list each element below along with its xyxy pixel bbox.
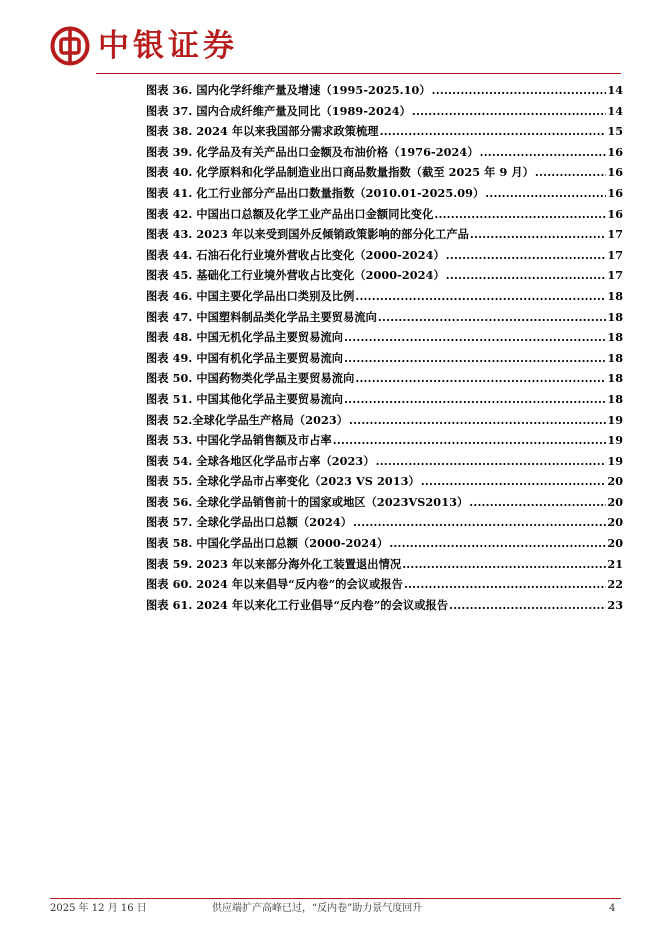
toc-dot-leader bbox=[470, 224, 607, 245]
toc-dot-leader bbox=[353, 512, 606, 533]
toc-entry-page: 18 bbox=[607, 288, 623, 303]
toc-entry-page: 20 bbox=[607, 474, 623, 489]
toc-dot-leader bbox=[446, 265, 607, 286]
toc-entry-page: 18 bbox=[607, 309, 623, 324]
toc-entry[interactable] bbox=[146, 554, 623, 575]
table-of-figures bbox=[146, 80, 623, 615]
toc-entry-title: 图表 56. 全球化学品销售前十的国家或地区（2023VS2013） bbox=[146, 494, 469, 509]
toc-entry[interactable] bbox=[146, 183, 623, 204]
toc-entry-title: 图表 51. 中国其他化学品主要贸易流向 bbox=[146, 391, 344, 406]
toc-entry-page: 18 bbox=[607, 350, 623, 365]
toc-entry[interactable] bbox=[146, 286, 623, 307]
toc-entry[interactable] bbox=[146, 121, 623, 142]
toc-dot-leader bbox=[421, 471, 607, 492]
toc-dot-leader bbox=[485, 183, 606, 204]
page-header bbox=[50, 26, 620, 70]
toc-dot-leader bbox=[378, 307, 606, 328]
toc-entry[interactable] bbox=[146, 265, 623, 286]
toc-entry-page: 22 bbox=[607, 577, 623, 592]
toc-entry-page: 17 bbox=[607, 268, 623, 283]
toc-entry-page: 17 bbox=[607, 247, 623, 262]
toc-entry-title: 图表 50. 中国药物类化学品主要贸易流向 bbox=[146, 371, 355, 386]
toc-entry[interactable] bbox=[146, 162, 623, 183]
toc-entry-title: 图表 49. 中国有机化学品主要贸易流向 bbox=[146, 350, 344, 365]
footer-divider bbox=[50, 898, 621, 899]
toc-dot-leader bbox=[432, 80, 607, 101]
toc-entry-title: 图表 37. 国内合成纤维产量及同比（1989-2024） bbox=[146, 103, 411, 118]
toc-entry-page: 16 bbox=[607, 144, 623, 159]
company-name: 中银证券 bbox=[98, 28, 238, 64]
toc-entry[interactable] bbox=[146, 101, 623, 122]
toc-entry-page: 19 bbox=[607, 453, 623, 468]
toc-entry-page: 15 bbox=[607, 124, 623, 139]
toc-entry-page: 18 bbox=[607, 330, 623, 345]
toc-entry[interactable] bbox=[146, 430, 623, 451]
toc-dot-leader bbox=[404, 574, 606, 595]
toc-dot-leader bbox=[380, 121, 607, 142]
toc-entry[interactable] bbox=[146, 307, 623, 328]
toc-entry[interactable] bbox=[146, 492, 623, 513]
toc-entry-title: 图表 43. 2023 年以来受到国外反倾销政策影响的部分化工产品 bbox=[146, 227, 469, 242]
toc-entry-title: 图表 45. 基础化工行业境外营收占比变化（2000-2024） bbox=[146, 268, 445, 283]
toc-entry-page: 16 bbox=[607, 206, 623, 221]
toc-entry[interactable] bbox=[146, 327, 623, 348]
toc-entry-title: 图表 40. 化学原料和化学品制造业出口商品数量指数（截至 2025 年 9 月） bbox=[146, 165, 534, 180]
toc-dot-leader bbox=[402, 554, 606, 575]
toc-entry-page: 16 bbox=[607, 185, 623, 200]
bank-of-china-logo-icon bbox=[50, 26, 90, 66]
toc-entry-page: 14 bbox=[607, 83, 623, 97]
toc-entry[interactable] bbox=[146, 574, 623, 595]
toc-entry-page: 20 bbox=[607, 515, 623, 530]
toc-entry-title: 图表 59. 2023 年以来部分海外化工装置退出情况 bbox=[146, 556, 402, 571]
toc-dot-leader bbox=[349, 410, 606, 431]
toc-entry[interactable] bbox=[146, 224, 623, 245]
toc-dot-leader bbox=[344, 348, 606, 369]
toc-entry-page: 17 bbox=[607, 227, 623, 242]
toc-entry-title: 图表 53. 中国化学品销售额及市占率 bbox=[146, 433, 332, 448]
header-divider bbox=[96, 73, 621, 74]
toc-entry[interactable] bbox=[146, 348, 623, 369]
toc-entry[interactable] bbox=[146, 410, 623, 431]
toc-entry[interactable] bbox=[146, 142, 623, 163]
toc-entry-title: 图表 44. 石油石化行业境外营收占比变化（2000-2024） bbox=[146, 247, 445, 262]
toc-dot-leader bbox=[480, 142, 607, 163]
toc-entry-page: 19 bbox=[607, 412, 623, 427]
toc-entry[interactable] bbox=[146, 368, 623, 389]
toc-dot-leader bbox=[355, 286, 606, 307]
toc-entry-title: 图表 54. 全球各地区化学品市占率（2023） bbox=[146, 453, 375, 468]
toc-dot-leader bbox=[344, 327, 606, 348]
toc-entry-title: 图表 60. 2024 年以来倡导“反内卷”的会议或报告 bbox=[146, 577, 403, 592]
toc-entry[interactable] bbox=[146, 471, 623, 492]
toc-entry-title: 图表 46. 中国主要化学品出口类别及比例 bbox=[146, 288, 355, 303]
toc-entry-title: 图表 57. 全球化学品出口总额（2024） bbox=[146, 515, 353, 530]
toc-dot-leader bbox=[446, 245, 607, 266]
footer-report-title: 供应端扩产高峰已过，“反内卷”助力景气度回升 bbox=[212, 903, 423, 914]
toc-entry[interactable] bbox=[146, 533, 623, 554]
toc-dot-leader bbox=[469, 492, 606, 513]
toc-entry[interactable] bbox=[146, 245, 623, 266]
toc-entry-page: 19 bbox=[607, 433, 623, 448]
toc-dot-leader bbox=[535, 162, 607, 183]
toc-dot-leader bbox=[412, 101, 607, 122]
footer-page-number: 4 bbox=[609, 903, 616, 914]
toc-entry-title: 图表 61. 2024 年以来化工行业倡导“反内卷”的会议或报告 bbox=[146, 597, 449, 612]
toc-entry[interactable] bbox=[146, 204, 623, 225]
toc-entry-page: 20 bbox=[607, 494, 623, 509]
toc-entry[interactable] bbox=[146, 389, 623, 410]
toc-dot-leader bbox=[449, 595, 606, 616]
toc-entry-page: 18 bbox=[607, 371, 623, 386]
toc-entry-title: 图表 39. 化学品及有关产品出口金额及布油价格（1976-2024） bbox=[146, 144, 479, 159]
toc-entry-page: 20 bbox=[607, 536, 623, 551]
toc-entry-title: 图表 38. 2024 年以来我国部分需求政策梳理 bbox=[146, 124, 379, 139]
toc-entry-title: 图表 48. 中国无机化学品主要贸易流向 bbox=[146, 330, 344, 345]
toc-entry-title: 图表 42. 中国出口总额及化学工业产品出口金额同比变化 bbox=[146, 206, 434, 221]
toc-entry-title: 图表 47. 中国塑料制品类化学品主要贸易流向 bbox=[146, 309, 377, 324]
toc-entry-title: 图表 36. 国内化学纤维产量及增速（1995-2025.10） bbox=[146, 83, 431, 97]
toc-dot-leader bbox=[344, 389, 606, 410]
toc-dot-leader bbox=[355, 368, 606, 389]
toc-dot-leader bbox=[376, 451, 607, 472]
toc-entry-title: 图表 55. 全球化学品市占率变化（2023 VS 2013） bbox=[146, 474, 420, 489]
toc-entry-page: 16 bbox=[607, 165, 623, 180]
toc-entry-page: 18 bbox=[607, 391, 623, 406]
toc-entry-title: 图表 58. 中国化学品出口总额（2000-2024） bbox=[146, 536, 389, 551]
toc-dot-leader bbox=[434, 204, 606, 225]
toc-entry[interactable] bbox=[146, 80, 623, 101]
toc-entry[interactable] bbox=[146, 595, 623, 616]
toc-entry-page: 23 bbox=[607, 597, 623, 612]
toc-entry[interactable] bbox=[146, 451, 623, 472]
toc-dot-leader bbox=[389, 533, 606, 554]
toc-entry-page: 14 bbox=[607, 103, 623, 118]
toc-entry-page: 21 bbox=[607, 556, 623, 571]
toc-entry-title: 图表 41. 化工行业部分产品出口数量指数（2010.01-2025.09） bbox=[146, 185, 485, 200]
toc-entry-title: 图表 52.全球化学品生产格局（2023） bbox=[146, 412, 349, 427]
footer-date: 2025 年 12 月 16 日 bbox=[50, 903, 147, 914]
toc-entry[interactable] bbox=[146, 512, 623, 533]
toc-dot-leader bbox=[333, 430, 607, 451]
